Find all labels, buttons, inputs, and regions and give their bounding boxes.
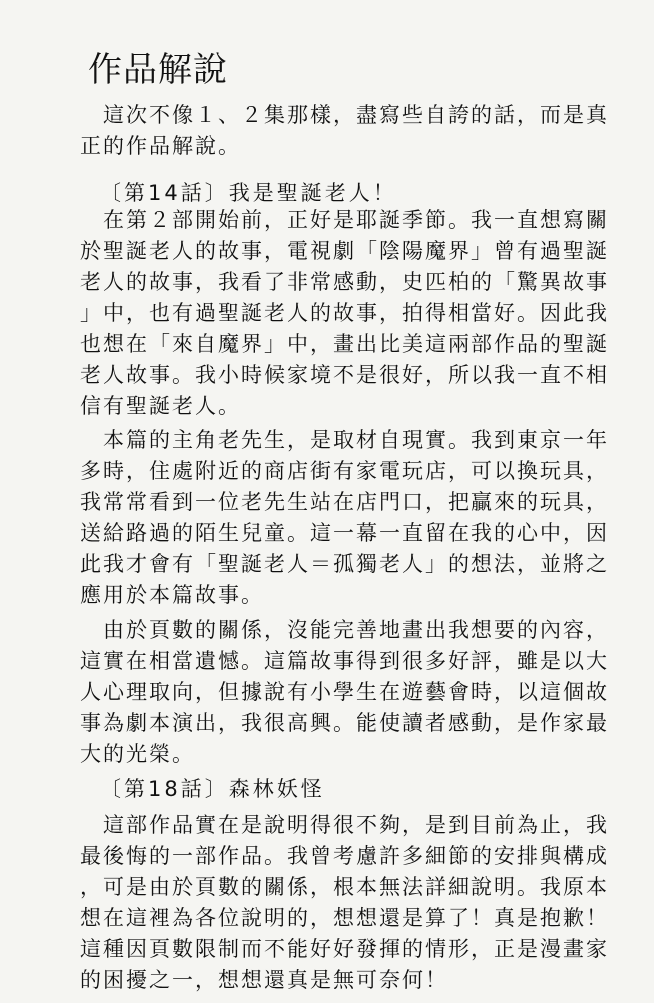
text-line: 這實在相當遺憾。這篇故事得到很多好評，雖是以大 xyxy=(80,649,609,673)
section1-paragraph-2 xyxy=(80,425,640,611)
section2-paragraph-1 xyxy=(80,810,640,996)
text-line: 這種因頁數限制而不能好好發揮的情形，正是漫畫家 xyxy=(80,937,609,961)
text-line: 最後悔的一部作品。我曾考慮許多細節的安排與構成 xyxy=(80,844,609,868)
text-line: 想在這裡為各位說明的，想想還是算了！真是抱歉！ xyxy=(80,906,609,930)
section-heading-episode-14: 〔第14話〕我是聖誕老人！ xyxy=(100,181,397,205)
text-line: 大的光榮。 xyxy=(80,742,195,766)
text-line: 本篇的主角老先生，是取材自現實。我到東京一年 xyxy=(80,428,609,452)
text-line: 在第２部開始前，正好是耶誕季節。我一直想寫關 xyxy=(80,208,609,232)
text-line: 這部作品實在是說明得很不夠，是到目前為止，我 xyxy=(80,813,609,837)
text-line: 由於頁數的關係，沒能完善地畫出我想要的內容， xyxy=(80,618,609,642)
text-line: 的困擾之一，想想還真是無可奈何！ xyxy=(80,968,448,992)
text-line: 人心理取向，但據說有小學生在遊藝會時，以這個故 xyxy=(80,680,609,704)
text-line: 老人的故事，我看了非常感動，史匹柏的「驚異故事 xyxy=(80,270,609,294)
text-line: 事為劇本演出，我很高興。能使讀者感動，是作家最 xyxy=(80,711,609,735)
page-title: 作品解說 xyxy=(88,50,228,90)
text-line: 」中，也有過聖誕老人的故事，拍得相當好。因此我 xyxy=(80,301,609,325)
text-line: 正的作品解說。 xyxy=(80,134,241,158)
text-line: 送給路過的陌生兒童。這一幕一直留在我的心中，因 xyxy=(80,521,609,545)
section-heading-episode-18: 〔第18話〕森林妖怪 xyxy=(100,777,325,801)
section1-paragraph-3 xyxy=(80,615,640,770)
text-line: 於聖誕老人的故事，電視劇「陰陽魔界」曾有過聖誕 xyxy=(80,239,609,263)
text-line: 老人故事。我小時候家境不是很好，所以我一直不相 xyxy=(80,363,609,387)
text-line: 應用於本篇故事。 xyxy=(80,583,264,607)
intro-paragraph xyxy=(80,100,640,162)
text-line: 也想在「來自魔界」中，畫出比美這兩部作品的聖誕 xyxy=(80,332,609,356)
text-line: 多時，住處附近的商店街有家電玩店，可以換玩具， xyxy=(80,459,609,483)
text-line: 此我才會有「聖誕老人＝孤獨老人」的想法，並將之 xyxy=(80,552,609,576)
section1-paragraph-1 xyxy=(80,205,640,422)
text-line: 我常常看到一位老先生站在店門口，把贏來的玩具， xyxy=(80,490,609,514)
text-line: ，可是由於頁數的關係，根本無法詳細說明。我原本 xyxy=(80,875,609,899)
text-line: 信有聖誕老人。 xyxy=(80,394,241,418)
text-line: 這次不像１、２集那樣，盡寫些自誇的話，而是真 xyxy=(80,103,609,127)
